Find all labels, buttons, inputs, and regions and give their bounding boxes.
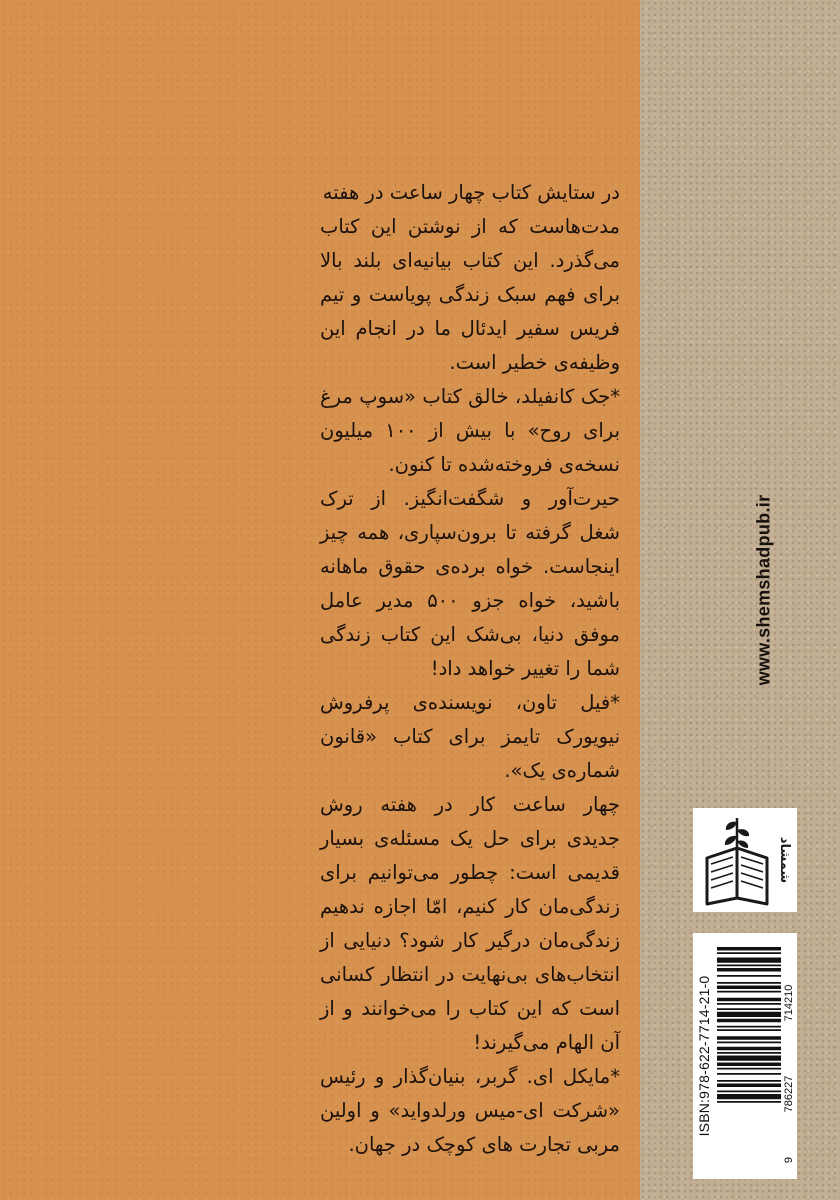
barcode-bar — [717, 1047, 781, 1051]
barcode-bar — [717, 952, 781, 954]
blurb-attribution: *فیل تاون، نویسنده‌ی پرفروش نیویورک تایمز برای کتاب «قانون شماره‌ی یک». — [320, 691, 620, 782]
barcode-bar — [717, 1052, 781, 1054]
blurb-attribution: *جک کانفیلد، خالق کتاب «سوپ مرغ برای روح» با بیش از ۱۰۰ میلیون نسخه‌ی فروخته‌شده تا کنون. — [320, 385, 620, 476]
barcode-bar — [717, 991, 781, 993]
barcode-bar — [717, 1101, 781, 1103]
blurb-attribution: *مایکل ای. گربر، بنیان‌گذار و رئیس «شرکت ای-میس ورلدواید» و اولین مربی تجارت های کوچک در جهان. — [320, 1065, 620, 1156]
blurb-paragraph: چهار ساعت کار در هفته روش جدیدی برای حل یک مسئله‌ی بسیار قدیمی است: چطور می‌توانیم برای زندگی‌مان کار کنیم، امّا اجازه ندهیم زندگی‌مان درگیر کار شود؟ دنیایی از انتخاب‌های بی‌نهایت در انتظار کسانی است که این کتاب را می‌خوانند و از آن الهام می‌گیرند! — [320, 793, 620, 1054]
barcode-digits: 9 — [783, 1156, 795, 1164]
barcode-bar — [717, 1026, 781, 1028]
barcode-bar — [717, 947, 781, 951]
barcode-bar — [717, 968, 781, 972]
barcode-bar — [717, 1091, 781, 1093]
barcode-bar — [717, 1094, 781, 1099]
barcode-digits: 786227 — [783, 1075, 795, 1113]
isbn-number: ISBN:978-622-7714-21-0 — [696, 975, 712, 1137]
blurb-heading: در ستایش کتاب چهار ساعت در هفته — [322, 181, 620, 204]
barcode-bar — [717, 1008, 781, 1010]
barcode-bar — [717, 1036, 781, 1040]
barcode-bar — [717, 1029, 781, 1031]
blurb-paragraph: حیرت‌آور و شگفت‌انگیز. از ترک شغل گرفته تا برون‌سپاری، همه چیز اینجاست. خواه برده‌ی حقوق ماهانه باشید، خواه جزو ۵۰۰ مدیر عامل موفق دنیا، بی‌شک این کتاب زندگی شما را تغییر خواهد داد! — [320, 487, 620, 680]
barcode-bar — [717, 982, 781, 984]
book-plant-icon — [693, 808, 797, 912]
barcode-bar — [717, 1084, 781, 1088]
barcode-bar — [717, 1019, 781, 1023]
barcode-digits: 714210 — [783, 984, 795, 1022]
barcode-bar — [717, 1003, 781, 1005]
barcode-bar — [717, 965, 781, 967]
blurb-paragraph: مدت‌هاست که از نوشتن این کتاب می‌گذرد. این کتاب بیانیه‌ای بلند بالا برای فهم سبک زندگی پویاست و تیم فریس سفیر ایدئال ما در انجام این وظیفه‌ی خطیر است. — [320, 215, 620, 374]
barcode-bar — [717, 1073, 781, 1075]
barcode-bar — [717, 975, 781, 977]
barcode-bar — [717, 998, 781, 1002]
barcode-bar — [717, 1042, 781, 1044]
barcode-bar — [717, 1068, 781, 1070]
isbn-barcode — [693, 933, 797, 1179]
barcode-bar — [717, 958, 781, 963]
barcode-bar — [717, 1063, 781, 1067]
barcode-bar — [717, 1012, 781, 1017]
blurb-text — [320, 176, 620, 1162]
barcode-bar — [717, 1056, 781, 1061]
publisher-name: شمشاد — [777, 836, 792, 884]
publisher-website: www.shemshadpub.ir — [753, 494, 774, 686]
publisher-logo — [693, 808, 797, 912]
barcode-bar — [717, 986, 781, 990]
barcode-bar — [717, 1080, 781, 1082]
